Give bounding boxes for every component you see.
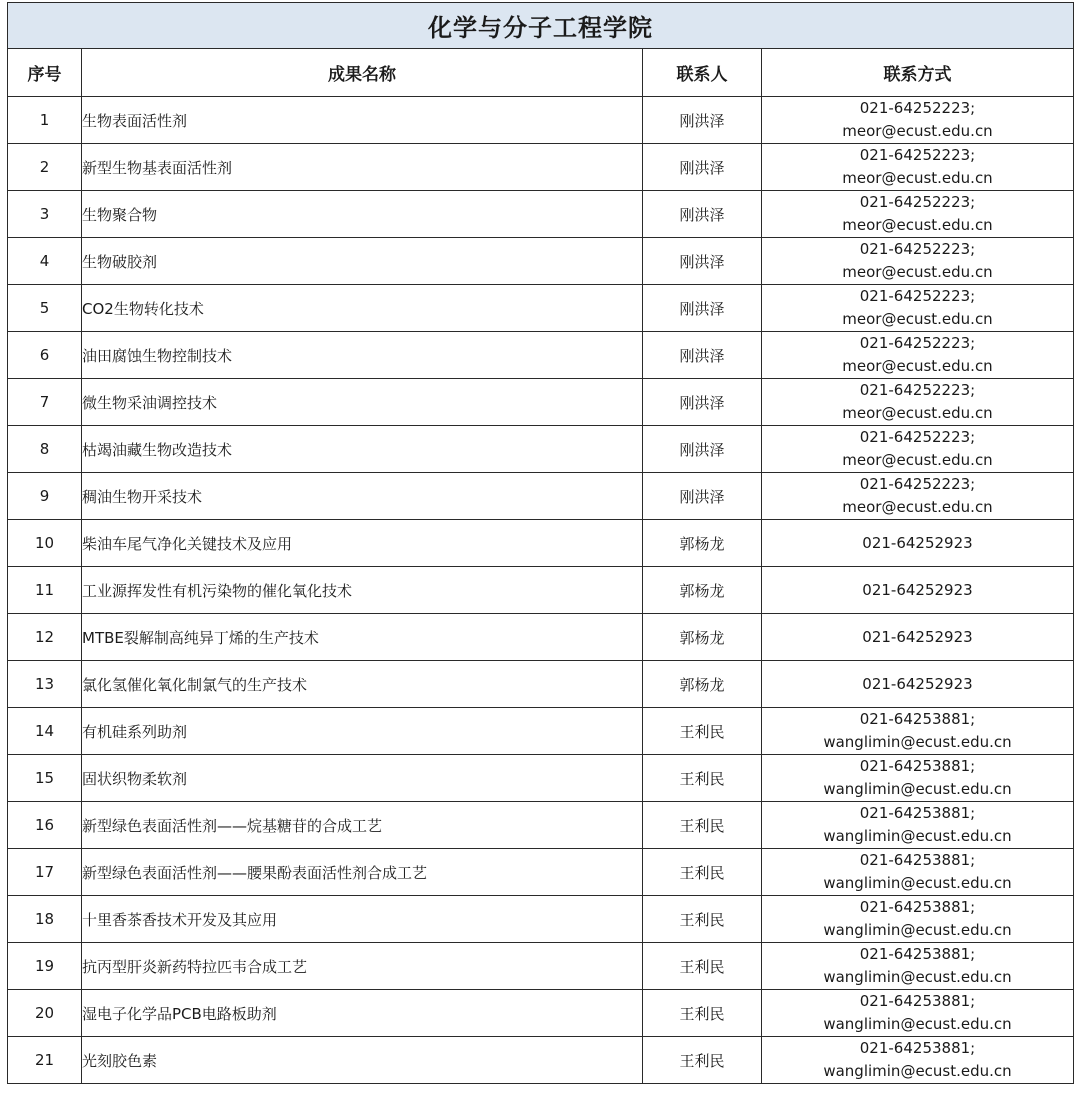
row-contact-info	[762, 708, 1074, 755]
contact-email: wanglimin@ecust.edu.cn	[823, 1062, 1012, 1080]
row-name: CO2生物转化技术	[82, 285, 643, 332]
row-contact-person: 郭杨龙	[643, 520, 762, 567]
table-row	[8, 990, 1074, 1037]
row-contact-person: 刚洪泽	[643, 97, 762, 144]
table-row	[8, 661, 1074, 708]
row-index: 15	[8, 755, 82, 802]
contact-phone: 021-64253881;	[859, 898, 976, 916]
row-contact-info	[762, 520, 1074, 567]
table-row	[8, 802, 1074, 849]
row-contact-person: 王利民	[643, 1037, 762, 1084]
contact-email: wanglimin@ecust.edu.cn	[823, 780, 1012, 798]
row-index: 5	[8, 285, 82, 332]
row-index: 13	[8, 661, 82, 708]
row-contact-info	[762, 379, 1074, 426]
contact-email: meor@ecust.edu.cn	[842, 357, 993, 375]
table-row	[8, 1037, 1074, 1084]
row-contact-person: 王利民	[643, 802, 762, 849]
row-name: 新型绿色表面活性剂——腰果酚表面活性剂合成工艺	[82, 849, 643, 896]
row-name: 生物聚合物	[82, 191, 643, 238]
row-contact-person: 刚洪泽	[643, 238, 762, 285]
row-contact-info	[762, 332, 1074, 379]
table-row	[8, 567, 1074, 614]
contact-email: wanglimin@ecust.edu.cn	[823, 921, 1012, 939]
row-name: 湿电子化学品PCB电路板助剂	[82, 990, 643, 1037]
contact-phone: 021-64252923	[862, 674, 973, 693]
contact-email: wanglimin@ecust.edu.cn	[823, 827, 1012, 845]
row-name: 光刻胶色素	[82, 1037, 643, 1084]
contact-email: wanglimin@ecust.edu.cn	[823, 968, 1012, 986]
row-contact-person: 刚洪泽	[643, 191, 762, 238]
header-person: 联系人	[643, 49, 762, 97]
contact-phone: 021-64252223;	[859, 287, 976, 305]
row-name: 有机硅系列助剂	[82, 708, 643, 755]
contact-phone: 021-64253881;	[859, 1039, 976, 1057]
row-contact-info	[762, 614, 1074, 661]
row-contact-person: 郭杨龙	[643, 661, 762, 708]
table-row	[8, 285, 1074, 332]
row-contact-person: 郭杨龙	[643, 567, 762, 614]
table-row	[8, 473, 1074, 520]
table-row	[8, 191, 1074, 238]
row-index: 16	[8, 802, 82, 849]
row-index: 2	[8, 144, 82, 191]
row-contact-info	[762, 191, 1074, 238]
contact-phone: 021-64252223;	[859, 428, 976, 446]
row-name: 生物表面活性剂	[82, 97, 643, 144]
row-contact-info	[762, 943, 1074, 990]
contact-email: meor@ecust.edu.cn	[842, 498, 993, 516]
row-contact-person: 刚洪泽	[643, 473, 762, 520]
row-name: 十里香茶香技术开发及其应用	[82, 896, 643, 943]
table-row	[8, 614, 1074, 661]
row-index: 8	[8, 426, 82, 473]
contact-phone: 021-64253881;	[859, 992, 976, 1010]
row-index: 9	[8, 473, 82, 520]
row-contact-info	[762, 1037, 1074, 1084]
results-table	[7, 2, 1074, 1084]
header-contact: 联系方式	[762, 49, 1074, 97]
contact-phone: 021-64252923	[862, 580, 973, 599]
contact-phone: 021-64252923	[862, 627, 973, 646]
row-contact-info	[762, 285, 1074, 332]
contact-email: wanglimin@ecust.edu.cn	[823, 733, 1012, 751]
row-contact-person: 王利民	[643, 755, 762, 802]
row-name: 油田腐蚀生物控制技术	[82, 332, 643, 379]
row-name: 新型绿色表面活性剂——烷基糖苷的合成工艺	[82, 802, 643, 849]
row-contact-person: 刚洪泽	[643, 426, 762, 473]
row-contact-info	[762, 97, 1074, 144]
row-index: 4	[8, 238, 82, 285]
table-row	[8, 426, 1074, 473]
row-index: 20	[8, 990, 82, 1037]
contact-phone: 021-64252223;	[859, 193, 976, 211]
row-contact-info	[762, 990, 1074, 1037]
header-row	[8, 49, 1074, 97]
contact-phone: 021-64253881;	[859, 851, 976, 869]
row-index: 10	[8, 520, 82, 567]
row-contact-info	[762, 144, 1074, 191]
row-name: 氯化氢催化氧化制氯气的生产技术	[82, 661, 643, 708]
contact-phone: 021-64252223;	[859, 381, 976, 399]
contact-email: wanglimin@ecust.edu.cn	[823, 1015, 1012, 1033]
table-row	[8, 896, 1074, 943]
row-contact-info	[762, 802, 1074, 849]
table-row	[8, 238, 1074, 285]
contact-phone: 021-64252223;	[859, 99, 976, 117]
row-index: 6	[8, 332, 82, 379]
row-contact-person: 王利民	[643, 896, 762, 943]
table-row	[8, 520, 1074, 567]
row-contact-info	[762, 896, 1074, 943]
contact-phone: 021-64253881;	[859, 945, 976, 963]
row-name: MTBE裂解制高纯异丁烯的生产技术	[82, 614, 643, 661]
row-contact-person: 刚洪泽	[643, 285, 762, 332]
row-index: 19	[8, 943, 82, 990]
row-index: 14	[8, 708, 82, 755]
table-row	[8, 332, 1074, 379]
row-index: 7	[8, 379, 82, 426]
title-row	[8, 3, 1074, 49]
row-contact-info	[762, 849, 1074, 896]
row-name: 微生物采油调控技术	[82, 379, 643, 426]
row-contact-person: 王利民	[643, 943, 762, 990]
header-name: 成果名称	[82, 49, 643, 97]
row-name: 稠油生物开采技术	[82, 473, 643, 520]
table-row	[8, 97, 1074, 144]
row-contact-person: 王利民	[643, 990, 762, 1037]
row-index: 3	[8, 191, 82, 238]
row-contact-info	[762, 661, 1074, 708]
row-contact-info	[762, 238, 1074, 285]
contact-email: wanglimin@ecust.edu.cn	[823, 874, 1012, 892]
contact-email: meor@ecust.edu.cn	[842, 169, 993, 187]
contact-phone: 021-64252223;	[859, 146, 976, 164]
row-contact-person: 郭杨龙	[643, 614, 762, 661]
row-name: 固状织物柔软剂	[82, 755, 643, 802]
row-index: 18	[8, 896, 82, 943]
contact-email: meor@ecust.edu.cn	[842, 122, 993, 140]
row-name: 抗丙型肝炎新药特拉匹韦合成工艺	[82, 943, 643, 990]
row-contact-person: 刚洪泽	[643, 144, 762, 191]
contact-phone: 021-64252923	[862, 533, 973, 552]
row-contact-info	[762, 755, 1074, 802]
contact-email: meor@ecust.edu.cn	[842, 263, 993, 281]
row-contact-person: 刚洪泽	[643, 332, 762, 379]
table-row	[8, 144, 1074, 191]
contact-phone: 021-64253881;	[859, 757, 976, 775]
header-index: 序号	[8, 49, 82, 97]
contact-phone: 021-64252223;	[859, 334, 976, 352]
table-row	[8, 379, 1074, 426]
contact-phone: 021-64252223;	[859, 240, 976, 258]
row-name: 生物破胶剂	[82, 238, 643, 285]
contact-email: meor@ecust.edu.cn	[842, 404, 993, 422]
row-contact-info	[762, 426, 1074, 473]
row-name: 新型生物基表面活性剂	[82, 144, 643, 191]
row-contact-person: 刚洪泽	[643, 379, 762, 426]
row-name: 工业源挥发性有机污染物的催化氧化技术	[82, 567, 643, 614]
row-contact-person: 王利民	[643, 708, 762, 755]
table-title: 化学与分子工程学院	[8, 3, 1074, 49]
table-row	[8, 943, 1074, 990]
row-contact-person: 王利民	[643, 849, 762, 896]
row-name: 柴油车尾气净化关键技术及应用	[82, 520, 643, 567]
row-contact-info	[762, 567, 1074, 614]
contact-phone: 021-64252223;	[859, 475, 976, 493]
row-index: 12	[8, 614, 82, 661]
row-index: 1	[8, 97, 82, 144]
table-row	[8, 849, 1074, 896]
contact-email: meor@ecust.edu.cn	[842, 310, 993, 328]
row-name: 枯竭油藏生物改造技术	[82, 426, 643, 473]
table-row	[8, 755, 1074, 802]
contact-phone: 021-64253881;	[859, 710, 976, 728]
contact-email: meor@ecust.edu.cn	[842, 216, 993, 234]
row-index: 11	[8, 567, 82, 614]
table-row	[8, 708, 1074, 755]
contact-email: meor@ecust.edu.cn	[842, 451, 993, 469]
contact-phone: 021-64253881;	[859, 804, 976, 822]
row-index: 17	[8, 849, 82, 896]
table-body	[8, 97, 1074, 1084]
row-index: 21	[8, 1037, 82, 1084]
row-contact-info	[762, 473, 1074, 520]
